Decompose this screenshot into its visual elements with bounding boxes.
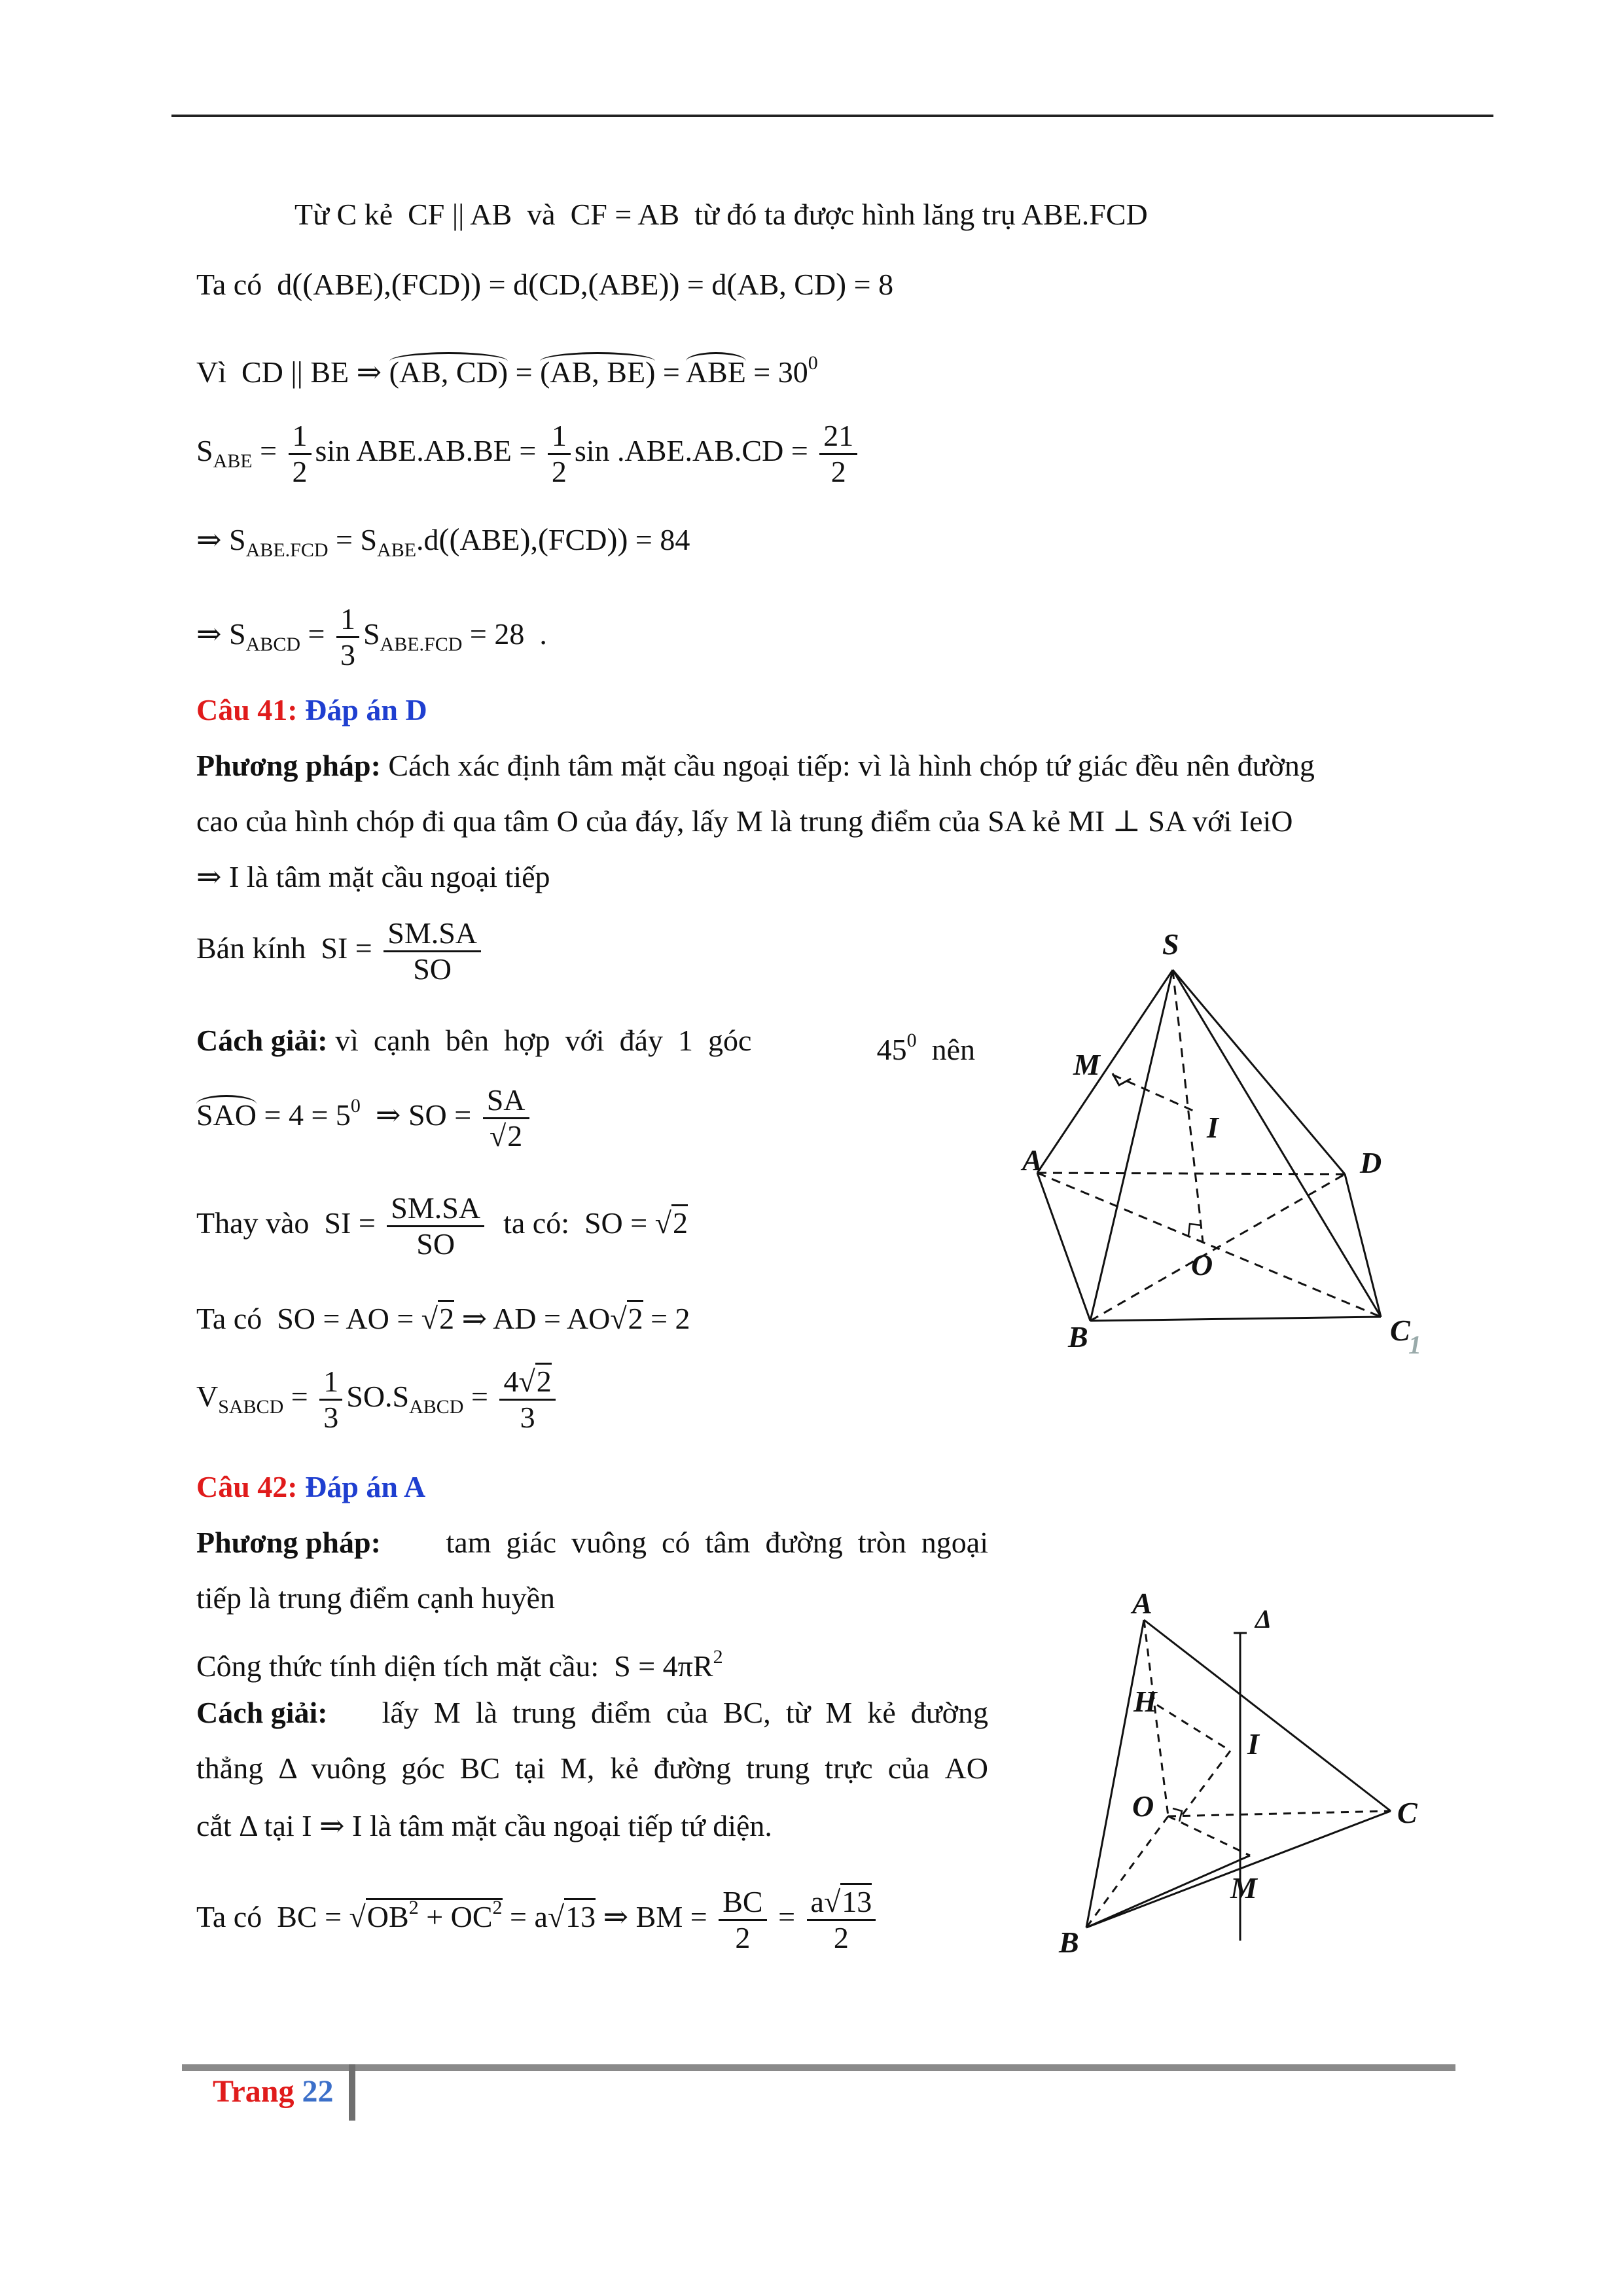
label-A: A — [1022, 1143, 1043, 1177]
page-number: Trang 22 — [213, 2074, 334, 2109]
q42-heading: Câu 42: Đáp án A — [196, 1470, 426, 1503]
label-I: I — [1247, 1727, 1259, 1761]
label-O: O — [1132, 1789, 1154, 1823]
label-S: S — [1162, 927, 1179, 961]
q41-eq-4: $V_{SABCD}$ = $\frac{1}{3}$ $SO.S_{ABCD}$ = $\frac{4√2}{3}$ — [196, 1365, 560, 1435]
q41-eq-2: Thay vào SI = $\frac{SM.SA}{SO}$ ta có: SO = √2 — [196, 1191, 688, 1261]
header-rule — [171, 115, 1493, 117]
q42-formula: Công thức tính diện tích mặt cầu: $S = 4\pi R^2$ — [196, 1646, 723, 1683]
q42-method-line-1: Phương pháp: tam giác vuông có tâm đường tròn ngoại — [196, 1526, 988, 1559]
label-delta: Δ — [1255, 1604, 1272, 1634]
label-I: I — [1207, 1111, 1219, 1144]
q42-solution-line-2: thẳng Δ vuông góc BC tại M, kẻ đường trung trực của AO — [196, 1751, 988, 1785]
q42-solution-line-1: Cách giải: lấy M là trung điểm của BC, từ M kẻ đường — [196, 1696, 988, 1729]
q42-method-line-2: tiếp là trung điểm cạnh huyền — [196, 1581, 556, 1615]
q41-solution-line-1: Cách giải: vì cạnh bên hợp với đáy 1 góc $45^0$ nên — [196, 1024, 975, 1066]
label-B: B — [1068, 1320, 1088, 1354]
tetrahedron-figure — [1034, 1554, 1453, 1973]
label-A: A — [1132, 1587, 1152, 1620]
label-C: C — [1390, 1314, 1410, 1347]
pyramid-figure — [1008, 916, 1440, 1374]
q42-eq-1: Ta có BC = $√OB^2 + OC^2 = a√13$ ⇒ BM = $\frac{BC}{2}$ = $\frac{a√13}{2}$ — [196, 1885, 880, 1955]
q41-method-line-3: ⇒ I là tâm mặt cầu ngoại tiếp — [196, 860, 550, 893]
q41-eq-1: SAO = $4 = 5^0$ ⇒ SO = $\frac{SA}{√2}$ — [196, 1083, 533, 1153]
label-M: M — [1073, 1048, 1100, 1081]
text-line-5: ⇒ $S_{ABE.FCD} = S_{ABE}.d((ABE),(FCD)) = 84$ — [196, 522, 690, 561]
q41-eq-3: Ta có SO = AO = √2 ⇒ AD = AO√2 = 2 — [196, 1299, 690, 1338]
label-C: C — [1397, 1796, 1418, 1829]
label-B: B — [1059, 1926, 1079, 1959]
text-line-4: $S_{ABE}$ = $\frac{1}{2}$ sin ABE.AB.BE = $\frac{1}{2}$ sin .ABE.AB.CD = $\frac{21}{2}$ — [196, 419, 861, 489]
label-M: M — [1230, 1871, 1257, 1905]
text-line-2: Ta có d((ABE),(FCD)) = d(CD,(ABE)) = d(AB, CD) = 8 — [196, 267, 894, 302]
label-1: 1 — [1408, 1330, 1421, 1359]
label-O: O — [1191, 1248, 1213, 1282]
footer-divider — [349, 2064, 355, 2121]
q41-method-line-1: Phương pháp: Cách xác định tâm mặt cầu ngoại tiếp: vì là hình chóp tứ giác đều nên đường — [196, 749, 1315, 782]
q42-solution-line-3: cắt Δ tại I ⇒ I là tâm mặt cầu ngoại tiếp tứ diện. — [196, 1809, 772, 1842]
q41-radius: Bán kính SI = $\frac{SM.SA}{SO}$ — [196, 916, 485, 986]
text-line-3: Vì CD || BE ⇒ (AB, CD) = (AB, BE) = ABE = $30^0$ — [196, 352, 818, 389]
footer-rule — [182, 2064, 1455, 2071]
q41-method-line-2: cao của hình chóp đi qua tâm O của đáy, lấy M là trung điểm của SA kẻ MI ⊥ SA với IeiO — [196, 804, 1293, 838]
q41-heading: Câu 41: Đáp án D — [196, 693, 427, 726]
label-H: H — [1133, 1685, 1157, 1718]
text-line-6: ⇒ $S_{ABCD}$ = $\frac{1}{3}$ $S_{ABE.FCD} = 28$ . — [196, 602, 547, 672]
text-line-1: Từ C kẻ CF || AB và CF = AB từ đó ta được hình lăng trụ ABE.FCD — [294, 198, 1148, 231]
label-D: D — [1360, 1146, 1382, 1179]
